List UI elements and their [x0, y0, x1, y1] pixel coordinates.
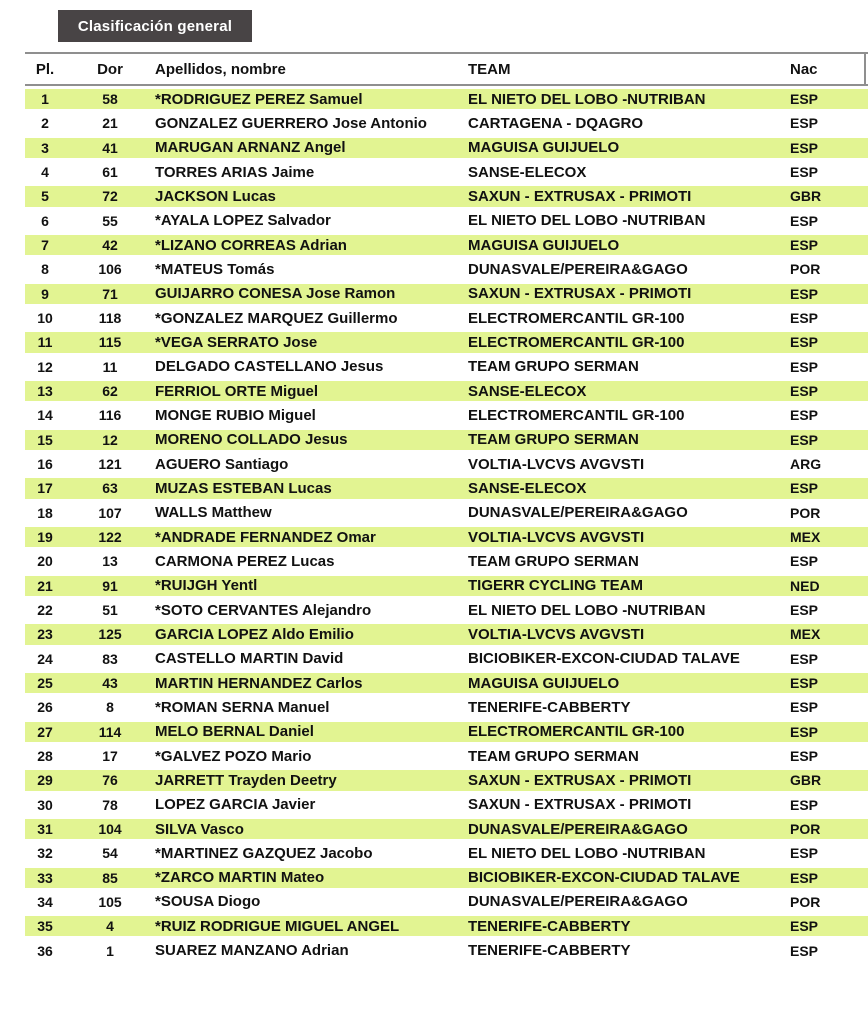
cell-nationality: ESP — [790, 92, 819, 107]
cell-nationality: ESP — [790, 846, 819, 861]
cell-dorsal: 115 — [98, 335, 122, 350]
cell-nationality: ESP — [790, 554, 819, 569]
cell-name: LOPEZ GARCIA Javier — [155, 797, 316, 813]
cell-dorsal: 12 — [102, 432, 118, 447]
cell-nationality: POR — [790, 505, 821, 520]
cell-name: FERRIOL ORTE Miguel — [155, 383, 319, 399]
cell-place: 26 — [37, 700, 53, 715]
classification-table-body — [25, 87, 868, 963]
cell-team: MAGUISA GUIJUELO — [468, 675, 620, 691]
cell-team: DUNASVALE/PEREIRA&GAGO — [468, 261, 688, 277]
table-row — [25, 160, 868, 184]
table-row — [25, 841, 868, 865]
cell-dorsal: 107 — [98, 505, 122, 520]
cell-name: *RODRIGUEZ PEREZ Samuel — [155, 91, 363, 107]
cell-team: DUNASVALE/PEREIRA&GAGO — [468, 894, 688, 910]
cell-dorsal: 105 — [98, 894, 122, 909]
table-row — [25, 622, 868, 646]
cell-place: 15 — [37, 432, 53, 447]
cell-name: JARRETT Trayden Deetry — [155, 772, 337, 788]
cell-team: TEAM GRUPO SERMAN — [468, 748, 639, 764]
cell-place: 9 — [41, 286, 49, 301]
cell-nationality: ESP — [790, 603, 819, 618]
cell-dorsal: 58 — [102, 92, 118, 107]
cell-place: 14 — [37, 408, 53, 423]
cell-team: SAXUN - EXTRUSAX - PRIMOTI — [468, 188, 692, 204]
cell-place: 35 — [37, 919, 53, 934]
cell-place: 19 — [37, 530, 53, 545]
table-row — [25, 549, 868, 573]
cell-place: 24 — [37, 651, 53, 666]
cell-name: *ROMAN SERNA Manuel — [155, 699, 330, 715]
table-row — [25, 330, 868, 354]
cell-name: GARCIA LOPEZ Aldo Emilio — [155, 626, 354, 642]
cell-place: 32 — [37, 846, 53, 861]
cell-nationality: NED — [790, 578, 820, 593]
cell-name: MARTIN HERNANDEZ Carlos — [155, 675, 363, 691]
cell-dorsal: 13 — [102, 554, 118, 569]
cell-name: *ZARCO MARTIN Mateo — [155, 870, 325, 886]
cell-name: CASTELLO MARTIN David — [155, 651, 344, 667]
cell-team: TEAM GRUPO SERMAN — [468, 432, 639, 448]
table-row — [25, 671, 868, 695]
cell-place: 12 — [37, 359, 53, 374]
table-row — [25, 355, 868, 379]
cell-nationality: POR — [790, 822, 821, 836]
cell-team: VOLTIA-LVCVS AVGVSTI — [468, 529, 645, 545]
cell-dorsal: 85 — [102, 870, 118, 885]
cell-name: *VEGA SERRATO Jose — [155, 334, 318, 350]
cell-name: MORENO COLLADO Jesus — [155, 432, 348, 448]
cell-nationality: ESP — [790, 919, 819, 934]
cell-nationality: GBR — [790, 773, 822, 788]
cell-place: 3 — [41, 140, 49, 155]
cell-name: *RUIJGH Yentl — [155, 578, 258, 594]
cell-dorsal: 83 — [102, 651, 118, 666]
cell-team: VOLTIA-LVCVS AVGVSTI — [468, 626, 645, 642]
table-row — [25, 914, 868, 938]
table-row — [25, 257, 868, 281]
cell-place: 31 — [37, 822, 53, 836]
cell-place: 1 — [41, 92, 49, 107]
cell-nationality: ESP — [790, 943, 819, 958]
cell-name: TORRES ARIAS Jaime — [155, 164, 315, 180]
cell-team: ELECTROMERCANTIL GR-100 — [468, 724, 685, 740]
cell-nationality: ESP — [790, 749, 819, 764]
table-row — [25, 647, 868, 671]
cell-team: MAGUISA GUIJUELO — [468, 237, 620, 253]
cell-nationality: ESP — [790, 165, 819, 180]
cell-place: 23 — [37, 627, 53, 642]
cell-nationality: ESP — [790, 700, 819, 715]
table-row — [25, 476, 868, 500]
cell-nationality: ESP — [790, 238, 819, 253]
cell-dorsal: 114 — [98, 724, 122, 739]
cell-name: *GALVEZ POZO Mario — [155, 748, 312, 764]
cell-name: SILVA Vasco — [155, 821, 244, 837]
cell-name: AGUERO Santiago — [155, 456, 289, 472]
cell-name: *RUIZ RODRIGUE MIGUEL ANGEL — [155, 918, 400, 934]
cell-dorsal: 61 — [102, 165, 118, 180]
header-right-border — [864, 52, 866, 86]
cell-dorsal: 51 — [102, 603, 118, 618]
cell-team: TIGERR CYCLING TEAM — [468, 578, 643, 594]
cell-nationality: ESP — [790, 140, 819, 155]
cell-place: 10 — [37, 311, 53, 326]
cell-place: 20 — [37, 554, 53, 569]
table-row — [25, 938, 868, 962]
cell-place: 36 — [37, 943, 53, 958]
cell-dorsal: 43 — [102, 676, 118, 691]
header-underline — [25, 84, 868, 86]
cell-nationality: ESP — [790, 651, 819, 666]
cell-dorsal: 125 — [98, 627, 122, 642]
header-cell-place: Pl. — [35, 61, 55, 77]
cell-place: 25 — [37, 676, 53, 691]
table-header-row — [25, 54, 868, 84]
cell-team: TENERIFE-CABBERTY — [468, 943, 631, 959]
cell-team: TENERIFE-CABBERTY — [468, 699, 631, 715]
cell-team: SAXUN - EXTRUSAX - PRIMOTI — [468, 286, 692, 302]
cell-team: ELECTROMERCANTIL GR-100 — [468, 310, 685, 326]
cell-place: 18 — [37, 505, 53, 520]
cell-name: *MARTINEZ GAZQUEZ Jacobo — [155, 845, 373, 861]
cell-dorsal: 17 — [102, 749, 118, 764]
cell-name: MELO BERNAL Daniel — [155, 724, 314, 740]
table-row — [25, 136, 868, 160]
cell-place: 6 — [41, 213, 49, 228]
cell-name: *MATEUS Tomás — [155, 261, 275, 277]
cell-nationality: ESP — [790, 311, 819, 326]
table-row — [25, 768, 868, 792]
cell-name: *GONZALEZ MARQUEZ Guillermo — [155, 310, 398, 326]
cell-team: ELECTROMERCANTIL GR-100 — [468, 407, 685, 423]
table-row — [25, 452, 868, 476]
cell-name: GUIJARRO CONESA Jose Ramon — [155, 286, 396, 302]
cell-dorsal: 121 — [98, 457, 122, 472]
cell-dorsal: 91 — [102, 578, 118, 593]
cell-name: GONZALEZ GUERRERO Jose Antonio — [155, 115, 427, 131]
cell-team: EL NIETO DEL LOBO -NUTRIBAN — [468, 845, 706, 861]
table-row — [25, 87, 868, 111]
cell-dorsal: 72 — [102, 189, 118, 204]
cell-nationality: ESP — [790, 724, 819, 739]
cell-name: MARUGAN ARNANZ Angel — [155, 140, 346, 156]
cell-team: VOLTIA-LVCVS AVGVSTI — [468, 456, 645, 472]
cell-dorsal: 21 — [102, 116, 118, 131]
cell-name: SUAREZ MANZANO Adrian — [155, 943, 349, 959]
cell-name: JACKSON Lucas — [155, 188, 276, 204]
cell-team: SANSE-ELECOX — [468, 480, 587, 496]
cell-place: 8 — [41, 262, 49, 277]
cell-nationality: ESP — [790, 432, 819, 447]
cell-dorsal: 54 — [102, 846, 118, 861]
table-row — [25, 111, 868, 135]
cell-place: 17 — [37, 481, 53, 496]
cell-place: 30 — [37, 797, 53, 812]
table-row — [25, 598, 868, 622]
cell-name: MUZAS ESTEBAN Lucas — [155, 480, 332, 496]
cell-name: *SOUSA Diogo — [155, 894, 261, 910]
cell-team: EL NIETO DEL LOBO -NUTRIBAN — [468, 602, 706, 618]
cell-nationality: ESP — [790, 384, 819, 399]
cell-nationality: POR — [790, 894, 821, 909]
cell-team: MAGUISA GUIJUELO — [468, 140, 620, 156]
header-cell-dorsal: Dor — [97, 61, 123, 77]
cell-place: 13 — [37, 384, 53, 399]
table-row — [25, 574, 868, 598]
cell-nationality: ESP — [790, 676, 819, 691]
cell-dorsal: 71 — [102, 286, 118, 301]
cell-team: TEAM GRUPO SERMAN — [468, 553, 639, 569]
cell-team: SANSE-ELECOX — [468, 383, 587, 399]
cell-dorsal: 122 — [98, 530, 122, 545]
table-row — [25, 744, 868, 768]
cell-team: TEAM GRUPO SERMAN — [468, 359, 639, 375]
cell-place: 28 — [37, 749, 53, 764]
cell-place: 2 — [41, 116, 49, 131]
cell-place: 22 — [37, 603, 53, 618]
cell-nationality: ESP — [790, 213, 819, 228]
cell-nationality: ESP — [790, 870, 819, 885]
cell-name: *LIZANO CORREAS Adrian — [155, 237, 347, 253]
cell-place: 11 — [37, 335, 53, 350]
table-row — [25, 209, 868, 233]
cell-dorsal: 62 — [102, 384, 118, 399]
cell-place: 27 — [37, 724, 53, 739]
cell-dorsal: 78 — [102, 797, 118, 812]
table-row — [25, 306, 868, 330]
cell-name: DELGADO CASTELLANO Jesus — [155, 359, 384, 375]
cell-dorsal: 42 — [102, 238, 118, 253]
table-row — [25, 793, 868, 817]
page-title: Clasificación general — [58, 10, 252, 42]
cell-name: WALLS Matthew — [155, 505, 272, 521]
cell-place: 21 — [37, 578, 53, 593]
table-row — [25, 379, 868, 403]
cell-team: EL NIETO DEL LOBO -NUTRIBAN — [468, 91, 706, 107]
cell-name: *ANDRADE FERNANDEZ Omar — [155, 529, 376, 545]
cell-name: MONGE RUBIO Miguel — [155, 407, 316, 423]
cell-dorsal: 104 — [98, 822, 122, 836]
cell-place: 7 — [41, 238, 49, 253]
cell-place: 33 — [37, 870, 53, 885]
table-row — [25, 890, 868, 914]
table-row — [25, 866, 868, 890]
cell-dorsal: 4 — [106, 919, 114, 934]
cell-team: SANSE-ELECOX — [468, 164, 587, 180]
cell-team: SAXUN - EXTRUSAX - PRIMOTI — [468, 797, 692, 813]
table-row — [25, 403, 868, 427]
cell-name: CARMONA PEREZ Lucas — [155, 553, 335, 569]
cell-place: 29 — [37, 773, 53, 788]
cell-dorsal: 1 — [106, 943, 114, 958]
table-row — [25, 184, 868, 208]
header-cell-nationality: Nac — [790, 61, 818, 77]
cell-team: TENERIFE-CABBERTY — [468, 918, 631, 934]
header-cell-name: Apellidos, nombre — [155, 61, 286, 77]
cell-dorsal: 63 — [102, 481, 118, 496]
cell-team: DUNASVALE/PEREIRA&GAGO — [468, 505, 688, 521]
cell-place: 16 — [37, 457, 53, 472]
cell-name: *AYALA LOPEZ Salvador — [155, 213, 331, 229]
cell-nationality: ESP — [790, 359, 819, 374]
cell-team: EL NIETO DEL LOBO -NUTRIBAN — [468, 213, 706, 229]
cell-nationality: POR — [790, 262, 821, 277]
table-row — [25, 817, 868, 841]
cell-team: ELECTROMERCANTIL GR-100 — [468, 334, 685, 350]
cell-dorsal: 106 — [98, 262, 122, 277]
cell-place: 4 — [41, 165, 49, 180]
cell-nationality: GBR — [790, 189, 822, 204]
cell-nationality: ESP — [790, 481, 819, 496]
cell-dorsal: 41 — [102, 140, 118, 155]
cell-dorsal: 118 — [98, 311, 122, 326]
header-cell-team: TEAM — [468, 61, 511, 77]
cell-dorsal: 55 — [102, 213, 118, 228]
cell-name: *SOTO CERVANTES Alejandro — [155, 602, 372, 618]
cell-nationality: ARG — [790, 457, 822, 472]
cell-team: BICIOBIKER-EXCON-CIUDAD TALAVE — [468, 870, 740, 886]
cell-team: CARTAGENA - DQAGRO — [468, 115, 643, 131]
cell-nationality: MEX — [790, 530, 821, 545]
cell-nationality: ESP — [790, 408, 819, 423]
cell-place: 34 — [37, 894, 53, 909]
cell-dorsal: 11 — [102, 359, 118, 374]
cell-team: DUNASVALE/PEREIRA&GAGO — [468, 821, 688, 837]
cell-nationality: ESP — [790, 335, 819, 350]
cell-dorsal: 8 — [106, 700, 114, 715]
cell-nationality: ESP — [790, 797, 819, 812]
cell-dorsal: 76 — [102, 773, 118, 788]
cell-team: BICIOBIKER-EXCON-CIUDAD TALAVE — [468, 651, 740, 667]
cell-place: 5 — [41, 189, 49, 204]
table-row — [25, 233, 868, 257]
table-row — [25, 428, 868, 452]
cell-team: SAXUN - EXTRUSAX - PRIMOTI — [468, 772, 692, 788]
table-row — [25, 720, 868, 744]
cell-nationality: ESP — [790, 286, 819, 301]
cell-nationality: MEX — [790, 627, 821, 642]
table-row — [25, 695, 868, 719]
table-row — [25, 282, 868, 306]
cell-dorsal: 116 — [98, 408, 122, 423]
table-row — [25, 525, 868, 549]
table-row — [25, 501, 868, 525]
cell-nationality: ESP — [790, 116, 819, 131]
